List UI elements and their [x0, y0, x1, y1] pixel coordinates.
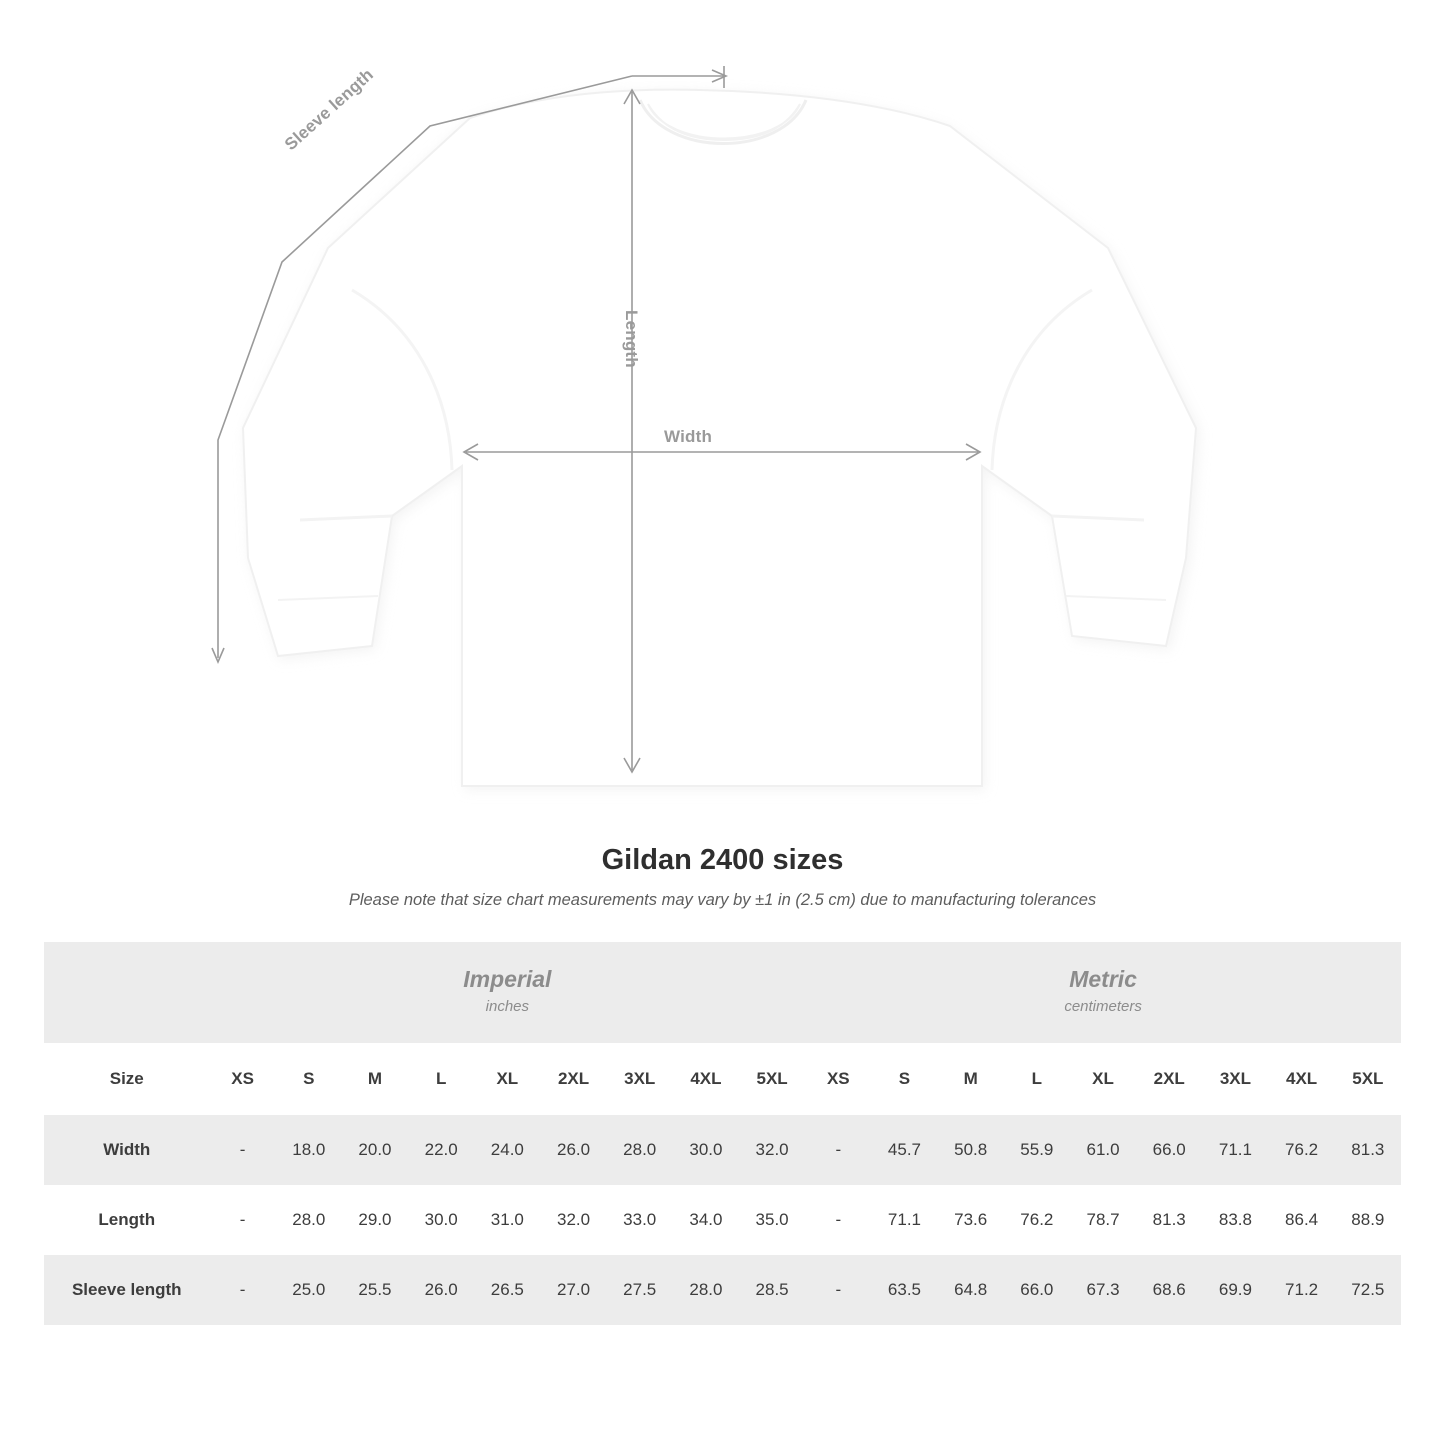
cell-sleeve-9: -	[805, 1255, 871, 1325]
tolerance-note: Please note that size chart measurements may vary by ±1 in (2.5 cm) due to manufacturing tolerances	[348, 891, 1097, 909]
row-label-length: Length	[44, 1185, 210, 1255]
cell-width-13: 61.0	[1070, 1115, 1136, 1185]
header-col-17: 5XL	[1335, 1043, 1401, 1115]
cell-length-3: 30.0	[408, 1185, 474, 1255]
cell-width-5: 26.0	[540, 1115, 606, 1185]
row-label-sleeve-length: Sleeve length	[44, 1255, 210, 1325]
cell-length-14: 81.3	[1136, 1185, 1202, 1255]
cell-width-4: 24.0	[474, 1115, 540, 1185]
size-table	[44, 942, 1401, 1325]
header-col-7: 4XL	[673, 1043, 739, 1115]
unit-metric-name: Metric	[1069, 966, 1137, 992]
cell-sleeve-14: 68.6	[1136, 1255, 1202, 1325]
cell-width-7: 30.0	[673, 1115, 739, 1185]
cell-sleeve-13: 67.3	[1070, 1255, 1136, 1325]
units-row	[44, 942, 1401, 1043]
header-col-10: S	[871, 1043, 937, 1115]
header-col-11: M	[938, 1043, 1004, 1115]
cell-sleeve-4: 26.5	[474, 1255, 540, 1325]
cell-length-5: 32.0	[540, 1185, 606, 1255]
cell-sleeve-12: 66.0	[1004, 1255, 1070, 1325]
cell-sleeve-16: 71.2	[1269, 1255, 1335, 1325]
cell-sleeve-8: 28.5	[739, 1255, 805, 1325]
cell-length-2: 29.0	[342, 1185, 408, 1255]
cell-width-0: -	[210, 1115, 276, 1185]
cell-length-12: 76.2	[1004, 1185, 1070, 1255]
unit-imperial-sub: inches	[485, 998, 530, 1016]
cell-length-4: 31.0	[474, 1185, 540, 1255]
row-label-width: Width	[44, 1115, 210, 1185]
cell-sleeve-2: 25.5	[342, 1255, 408, 1325]
cell-width-11: 50.8	[938, 1115, 1004, 1185]
cell-width-10: 45.7	[871, 1115, 937, 1185]
cell-length-1: 28.0	[276, 1185, 342, 1255]
cell-width-12: 55.9	[1004, 1115, 1070, 1185]
header-col-1: S	[276, 1043, 342, 1115]
cell-sleeve-17: 72.5	[1335, 1255, 1401, 1325]
cell-sleeve-15: 69.9	[1202, 1255, 1268, 1325]
cell-width-8: 32.0	[739, 1115, 805, 1185]
cell-sleeve-7: 28.0	[673, 1255, 739, 1325]
cell-width-1: 18.0	[276, 1115, 342, 1185]
header-col-6: 3XL	[607, 1043, 673, 1115]
cell-width-2: 20.0	[342, 1115, 408, 1185]
cell-width-3: 22.0	[408, 1115, 474, 1185]
cell-width-6: 28.0	[607, 1115, 673, 1185]
header-size: Size	[44, 1043, 210, 1115]
header-col-0: XS	[210, 1043, 276, 1115]
cell-length-17: 88.9	[1335, 1185, 1401, 1255]
table-header-row	[44, 1043, 1401, 1115]
cell-width-14: 66.0	[1136, 1115, 1202, 1185]
size-table-wrapper	[0, 942, 1445, 1325]
label-length: Length	[622, 310, 641, 368]
cell-length-7: 34.0	[673, 1185, 739, 1255]
cell-width-15: 71.1	[1202, 1115, 1268, 1185]
table-row-width	[44, 1115, 1401, 1185]
cell-sleeve-11: 64.8	[938, 1255, 1004, 1325]
header-col-9: XS	[805, 1043, 871, 1115]
table-row-sleeve-length	[44, 1255, 1401, 1325]
cell-sleeve-10: 63.5	[871, 1255, 937, 1325]
cell-length-8: 35.0	[739, 1185, 805, 1255]
header-col-16: 4XL	[1269, 1043, 1335, 1115]
page-title: Gildan 2400 sizes	[601, 844, 844, 876]
garment-body	[243, 90, 1196, 786]
cell-length-9: -	[805, 1185, 871, 1255]
unit-imperial	[210, 942, 806, 1043]
cell-length-10: 71.1	[871, 1185, 937, 1255]
header-col-13: XL	[1070, 1043, 1136, 1115]
header-col-4: XL	[474, 1043, 540, 1115]
header-col-3: L	[408, 1043, 474, 1115]
cell-sleeve-1: 25.0	[276, 1255, 342, 1325]
header-col-2: M	[342, 1043, 408, 1115]
cell-length-0: -	[210, 1185, 276, 1255]
header-col-14: 2XL	[1136, 1043, 1202, 1115]
label-sleeve-length: Sleeve length	[281, 64, 378, 155]
label-width: Width	[664, 427, 713, 446]
cell-length-6: 33.0	[607, 1185, 673, 1255]
header-col-5: 2XL	[540, 1043, 606, 1115]
cell-sleeve-3: 26.0	[408, 1255, 474, 1325]
cell-sleeve-0: -	[210, 1255, 276, 1325]
header-col-15: 3XL	[1202, 1043, 1268, 1115]
cell-width-16: 76.2	[1269, 1115, 1335, 1185]
title-block	[0, 844, 1445, 910]
unit-metric	[805, 942, 1401, 1043]
cell-sleeve-5: 27.0	[540, 1255, 606, 1325]
cell-width-17: 81.3	[1335, 1115, 1401, 1185]
table-row-length	[44, 1185, 1401, 1255]
unit-metric-sub: centimeters	[1064, 998, 1142, 1016]
cell-length-15: 83.8	[1202, 1185, 1268, 1255]
cell-length-13: 78.7	[1070, 1185, 1136, 1255]
cell-length-16: 86.4	[1269, 1185, 1335, 1255]
cell-width-9: -	[805, 1115, 871, 1185]
cell-sleeve-6: 27.5	[607, 1255, 673, 1325]
units-spacer	[44, 942, 210, 1043]
unit-imperial-name: Imperial	[463, 966, 552, 992]
header-col-12: L	[1004, 1043, 1070, 1115]
cell-length-11: 73.6	[938, 1185, 1004, 1255]
header-col-8: 5XL	[739, 1043, 805, 1115]
